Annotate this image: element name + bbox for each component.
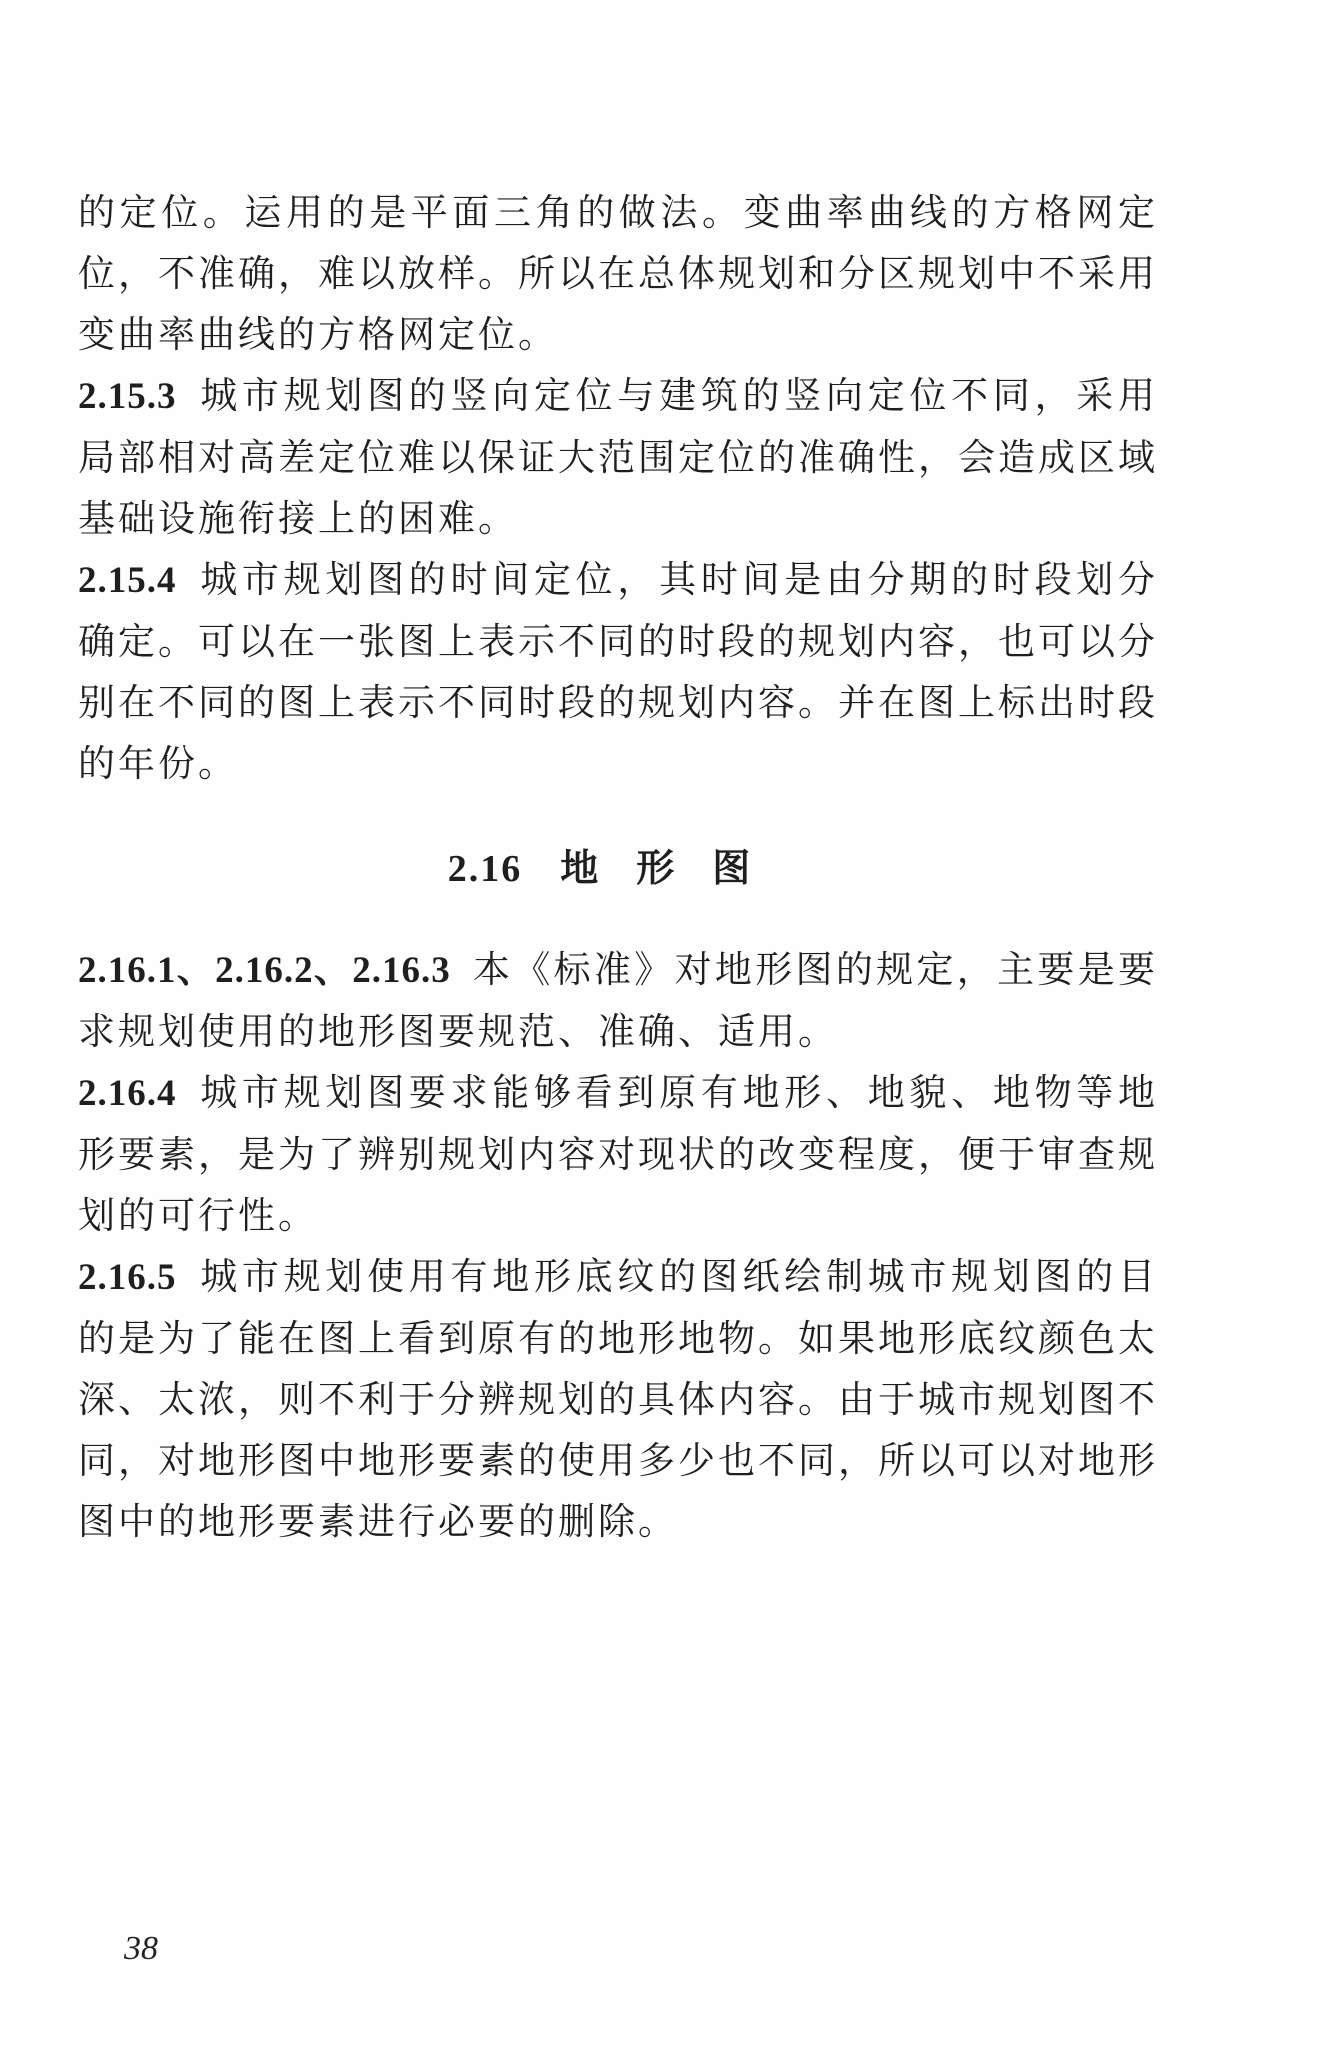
paragraph-text: 城市规划图要求能够看到原有地形、地貌、地物等地形要素，是为了辨别规划内容对现状的改变程度，便于审查规划的可行性。 <box>78 1071 1158 1237</box>
section-heading <box>78 844 1158 893</box>
paragraph-text: 城市规划图的竖向定位与建筑的竖向定位不同，采用局部相对高差定位难以保证大范围定位的准确性，会造成区域基础设施衔接上的困难。 <box>78 374 1158 540</box>
body-text <box>78 182 1158 1552</box>
paragraph-continuation <box>78 182 1158 365</box>
page-number: 38 <box>124 1930 158 1967</box>
clause-number: 2.16.1、2.16.2、2.16.3 <box>78 950 451 991</box>
clause-number: 2.15.4 <box>78 560 177 601</box>
section-number: 2.16 <box>447 848 523 890</box>
section-title: 地形图 <box>560 845 789 890</box>
paragraph-2-15-4 <box>78 549 1158 794</box>
paragraph-text: 城市规划图的时间定位，其时间是由分期的时段划分确定。可以在一张图上表示不同的时段的规划内容，也可以分别在不同的图上表示不同时段的规划内容。并在图上标出时段的年份。 <box>78 558 1158 785</box>
clause-number: 2.16.4 <box>78 1073 177 1114</box>
paragraph-2-15-3 <box>78 365 1158 549</box>
clause-number: 2.15.3 <box>78 376 177 417</box>
paragraph-text: 城市规划使用有地形底纹的图纸绘制城市规划图的目的是为了能在图上看到原有的地形地物。如果地形底纹颜色太深、太浓，则不利于分辨规划的具体内容。由于城市规划图不同，对地形图中地形要素的使用多少也不同，所以可以对地形图中的地形要素进行必要的删除。 <box>78 1255 1158 1543</box>
clause-number: 2.16.5 <box>78 1257 177 1298</box>
paragraph-2-16-5 <box>78 1246 1158 1552</box>
paragraph-text: 本《标准》对地形图的规定，主要是要求规划使用的地形图要规范、准确、适用。 <box>78 948 1159 1053</box>
paragraph-text: 的定位。运用的是平面三角的做法。变曲率曲线的方格网定位，不准确，难以放样。所以在总体规划和分区规划中不采用变曲率曲线的方格网定位。 <box>78 191 1158 356</box>
paragraph-2-16-4 <box>78 1062 1158 1246</box>
paragraph-2-16-1-3 <box>78 939 1158 1062</box>
